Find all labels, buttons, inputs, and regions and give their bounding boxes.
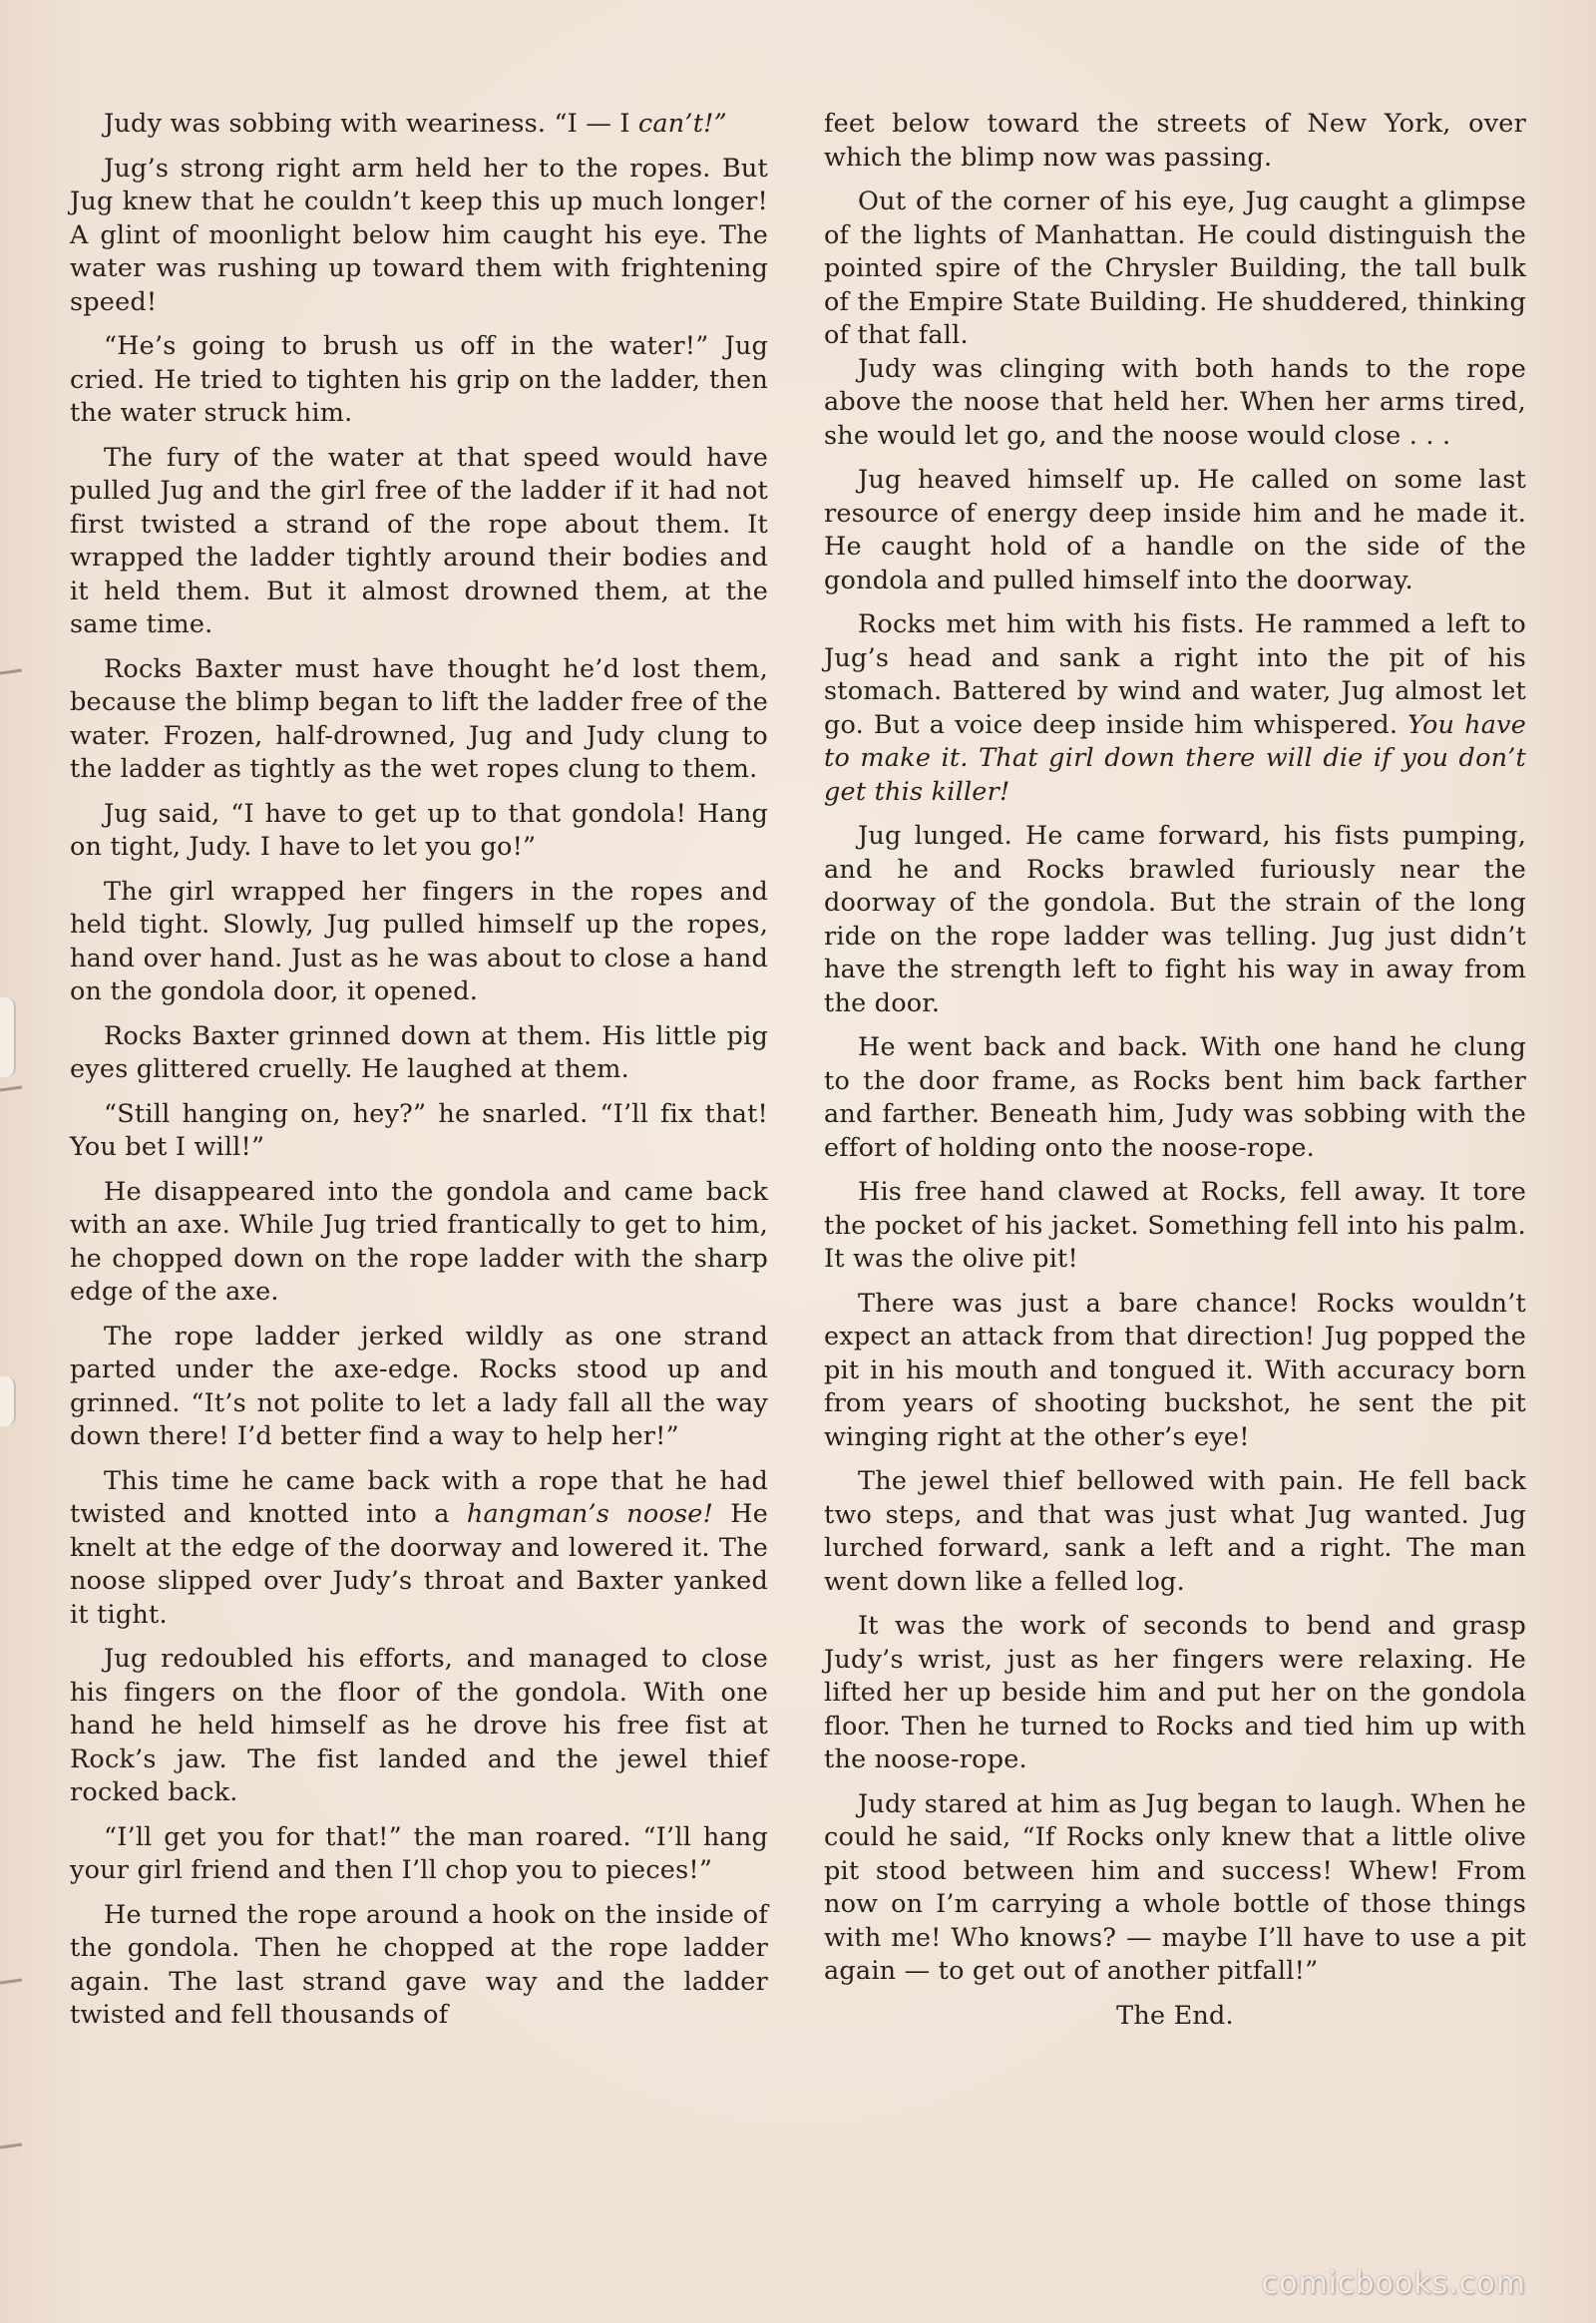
paragraph-text: Jug lunged. He came forward, his fists pumping, and he and Rocks brawled furiously near the doorway of the gondola. But the strain of the long ride on the rope ladder was telling. Jug just didn’t have the strength left to fight his way in away from the door. <box>824 821 1526 1018</box>
paragraph <box>70 1821 768 1888</box>
right-text-column <box>824 108 1526 2044</box>
paragraph-text: The girl wrapped her fingers in the ropes and held tight. Slowly, Jug pulled himself up the ropes, hand over hand. Just as he was about to close a hand on the gondola door, it opened. <box>70 876 768 1006</box>
page-edge-mark <box>0 668 22 674</box>
paragraph <box>70 330 768 431</box>
paragraph-text: The jewel thief bellowed with pain. He fell back two steps, and that was just what Jug wanted. Jug lurched forward, sank a left and a right. The man went down like a felled log. <box>824 1466 1526 1597</box>
paragraph-text: This time he came back with a rope that he had twisted and knotted into a <box>70 1465 768 1529</box>
paragraph-text: Jug’s strong right arm held her to the ropes. But Jug knew that he couldn’t keep this up much longer! A glint of moonlight below him caught his eye. The water was rushing up toward them with frightening speed! <box>70 153 768 317</box>
paragraph-text: “Still hanging on, hey?” he snarled. “I’ll fix that! You bet I will!” <box>70 1098 768 1162</box>
paragraph-text: hangman’s noose! <box>466 1499 714 1529</box>
page-edge-tear <box>0 997 16 1077</box>
paragraph-text: Rocks Baxter must have thought he’d lost them, because the blimp began to lift the ladder free of the water. Frozen, half-drowned, Jug and Judy clung to the ladder as tightly as the wet ropes clung to them. <box>70 653 768 784</box>
paragraph <box>824 1465 1526 1599</box>
paragraph <box>824 1610 1526 1777</box>
page-edge-mark <box>0 1085 22 1091</box>
paragraph <box>824 1031 1526 1165</box>
paragraph-text: Judy stared at him as Jug began to laugh. When he could he said, “If Rocks only knew that a little olive pit stood between him and success! Whew! From now on I’m carrying a whole bottle of those things with me! Who knows? — maybe I’ll have to use a pit again — to get out of another pitfall!” <box>824 1788 1526 1986</box>
paragraph <box>70 876 768 1009</box>
paragraph-text: He knelt at the edge of the doorway and lowered it. The noose slipped over Judy’s throat and Baxter yanked it tight. <box>70 1499 768 1630</box>
paragraph-text: His free hand clawed at Rocks, fell away. It tore the pocket of his jacket. Something fell into his palm. It was the olive pit! <box>824 1177 1526 1274</box>
page-edge-mark <box>0 1978 22 1984</box>
paragraph <box>70 1098 768 1165</box>
paragraph-text: Judy was clinging with both hands to the rope above the noose that held her. When her arms tired, she would let go, and the noose would close . . . <box>824 353 1526 451</box>
paragraph <box>70 1321 768 1454</box>
paragraph <box>824 464 1526 597</box>
paragraph-text: He turned the rope around a hook on the inside of the gondola. Then he chopped at the rope ladder again. The last strand gave way and the ladder twisted and fell thousands of <box>70 1899 768 2030</box>
paragraph-text: Jug said, “I have to get up to that gondola! Hang on tight, Judy. I have to let you go!” <box>70 798 768 862</box>
paragraph-text: “I’ll get you for that!” the man roared. “I’ll hang your girl friend and then I’ll chop you to pieces!” <box>70 1821 768 1885</box>
paragraph-text: Rocks met him with his fists. He rammed a left to Jug’s head and sank a right into the pit of his stomach. Battered by wind and water, Jug almost let go. But a voice deep inside him whispered. <box>824 609 1526 740</box>
paragraph-text: Rocks Baxter grinned down at them. His little pig eyes glittered cruelly. He laughed at them. <box>70 1020 768 1084</box>
paragraph <box>824 1288 1526 1455</box>
paragraph-text: Out of the corner of his eye, Jug caught a glimpse of the lights of Manhattan. He could distinguish the pointed spire of the Chrysler Building, the tall bulk of the Empire State Building. He shuddered, thinking of that fall. <box>824 187 1526 350</box>
paragraph <box>70 153 768 320</box>
page-edge-tear <box>0 1376 16 1426</box>
paragraph-text: There was just a bare chance! Rocks wouldn’t expect an attack from that direction! Jug popped the pit in his mouth and tongued it. With accuracy born from years of shooting buckshot, he sent the pit winging right at the other’s eye! <box>824 1288 1526 1452</box>
paragraph-text: The rope ladder jerked wildly as one strand parted under the axe-edge. Rocks stood up and grinned. “It’s not polite to let a lady fall all the way down there! I’d better find a way to help her!” <box>70 1321 768 1451</box>
left-text-column <box>70 108 768 2044</box>
paragraph <box>824 1788 1526 1989</box>
paragraph <box>70 442 768 642</box>
paragraph <box>824 108 1526 175</box>
paragraph <box>70 108 768 142</box>
paragraph-text: feet below toward the streets of New York, over which the blimp now was passing. <box>824 109 1526 173</box>
paragraph <box>824 353 1526 454</box>
watermark: comicbooks.com <box>1261 2266 1526 2301</box>
paragraph <box>70 1176 768 1310</box>
paragraph <box>824 608 1526 809</box>
paragraph <box>824 1176 1526 1277</box>
paragraph-text: He went back and back. With one hand he clung to the door frame, as Rocks bent him back farther and farther. Beneath him, Judy was sobbing with the effort of holding onto the noose-rope. <box>824 1032 1526 1163</box>
paragraph-text: The fury of the water at that speed would have pulled Jug and the girl free of the ladder if it had not first twisted a strand of the rope about them. It wrapped the ladder tightly around their bodies and it held them. But it almost drowned them, at the same time. <box>70 442 768 639</box>
paragraph-text: Jug heaved himself up. He called on some last resource of energy deep inside him and he made it. He caught hold of a handle on the side of the gondola and pulled himself into the doorway. <box>824 465 1526 595</box>
page-edge-mark <box>0 2142 22 2148</box>
paragraph-text: It was the work of seconds to bend and grasp Judy’s wrist, just as her fingers were relaxing. He lifted her up beside him and put her on the gondola floor. Then he turned to Rocks and tied him up with the noose-rope. <box>824 1611 1526 1774</box>
paragraph-text: Judy was sobbing with weariness. “I — I <box>104 109 638 139</box>
paragraph <box>824 820 1526 1020</box>
paragraph-text: “He’s going to brush us off in the water!” Jug cried. He tried to tighten his grip on the ladder, then the water struck him. <box>70 331 768 428</box>
paragraph <box>824 186 1526 353</box>
paragraph <box>70 1643 768 1810</box>
story-end-label: The End. <box>1116 2000 1234 2031</box>
paragraph <box>70 1465 768 1633</box>
paragraph <box>70 1899 768 2033</box>
paragraph-text: You have to make it. That girl down there will die if you don’t get this killer! <box>824 709 1526 807</box>
paragraph-text: He disappeared into the gondola and came back with an axe. While Jug tried frantically to get to him, he chopped down on the rope ladder with the sharp edge of the axe. <box>70 1176 768 1307</box>
paragraph <box>70 798 768 865</box>
paragraph <box>70 1020 768 1087</box>
paragraph-text: Jug redoubled his efforts, and managed to close his fingers on the floor of the gondola. With one hand he held himself as he drove his free fist at Rock’s jaw. The fist landed and the jewel thief rocked back. <box>70 1644 768 1807</box>
paragraph-text: can’t!” <box>637 109 727 139</box>
paragraph <box>70 653 768 787</box>
